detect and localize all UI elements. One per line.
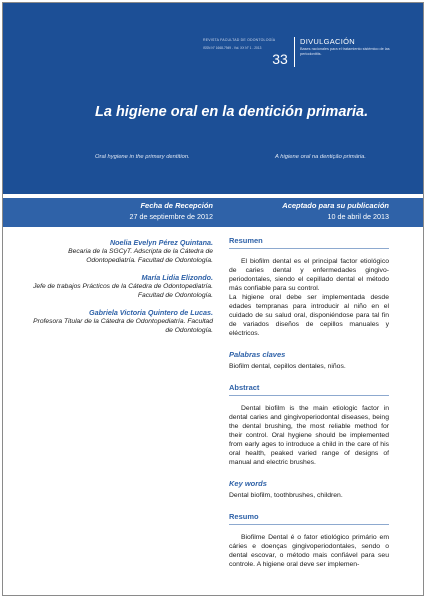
article-title-english: Oral hygiene in the primary dentition. — [95, 154, 190, 160]
author-block — [25, 273, 213, 300]
journal-issn: ISSN N° 1668-7949 - Vol. XX N° 1 - 2013 — [203, 46, 262, 50]
author-name: Noelia Evelyn Pérez Quintana. — [109, 238, 213, 247]
keywords-en-heading: Key words — [229, 479, 267, 488]
keywords-es-text: Biofilm dental, cepillos dentales, niños. — [229, 363, 346, 370]
header-divider — [294, 37, 295, 67]
section-label: DIVULGACIÓN — [300, 37, 355, 46]
section-subtitle: Bases racionales para el tratamiento sistémico de las periodontitis. — [300, 47, 390, 56]
abstract-es-paragraph: La higiene oral debe ser implementada desde edades tempranas para introducir al niño en el cuidado de su salud oral, disponiéndose para tal fin de variados diseños de cepillos manuales y eléctricos. — [229, 294, 389, 337]
issue-number: 33 — [272, 51, 288, 67]
author-name: Gabriela Victoria Quintero de Lucas. — [89, 308, 213, 317]
section-rule — [229, 395, 389, 396]
section-rule — [229, 524, 389, 525]
accepted-date: 10 de abril de 2013 — [327, 212, 389, 221]
keywords-es-heading: Palabras claves — [229, 350, 286, 359]
received-label: Fecha de Recepción — [140, 201, 213, 210]
article-title: La higiene oral en la dentición primaria. — [95, 104, 369, 120]
journal-name: REVISTA FACULTAD DE ODONTOLOGÍA — [203, 38, 276, 42]
author-block — [25, 238, 213, 265]
abstract-pt-heading: Resumo — [229, 512, 259, 521]
accepted-label: Aceptado para su publicación — [282, 201, 389, 210]
abstract-es-paragraph: El biofilm dental es el principal factor etiológico de caries dental y enfermedades gingivo-periodontales, siendo el cepillado dental el método más confiable para su control. — [229, 258, 389, 292]
header-band — [3, 3, 423, 194]
abstract-en-heading: Abstract — [229, 383, 260, 392]
abstract-es-heading: Resumen — [229, 236, 263, 245]
section-rule — [229, 248, 389, 249]
journal-page — [2, 2, 424, 596]
dates-band — [3, 198, 423, 227]
author-name: María Lidia Elizondo. — [141, 273, 213, 282]
received-date: 27 de septiembre de 2012 — [129, 212, 213, 221]
abstract-en-paragraph: Dental biofilm is the main etiologic factor in dental caries and gingivoperiodontal diseases, being the dental brushing, the most reliable method for their control. Oral hygiene should be implemented from early ages to introduce a child in the care of his oral health, peaked varied range of designs of manual and electric brushes. — [229, 405, 389, 466]
article-title-portuguese: A higiene oral na dentição primária. — [275, 154, 366, 160]
author-affiliation: Profesora Titular de la Cátedra de Odontopediatría. Facultad de Odontología. — [33, 318, 213, 334]
abstracts-column — [229, 236, 389, 569]
abstract-pt-paragraph: Biofilme Dental é o fator etiológico primário em cáries e doenças gingivoperiodontales, sendo o dental escovar, o método mais confiável para seu controle. A higiene oral deve ser implemen- — [229, 534, 389, 568]
author-block — [25, 308, 213, 335]
keywords-en-text: Dental biofilm, toothbrushes, children. — [229, 492, 343, 499]
author-affiliation: Jefe de trabajos Prácticos de la Cátedra de Odontopediatría. Facultad de Odontología. — [33, 283, 213, 299]
author-affiliation: Becaria de la SGCyT. Adscripta de la Cátedra de Odontopediatría. Facultad de Odontología. — [68, 248, 213, 264]
author-list — [25, 238, 213, 343]
